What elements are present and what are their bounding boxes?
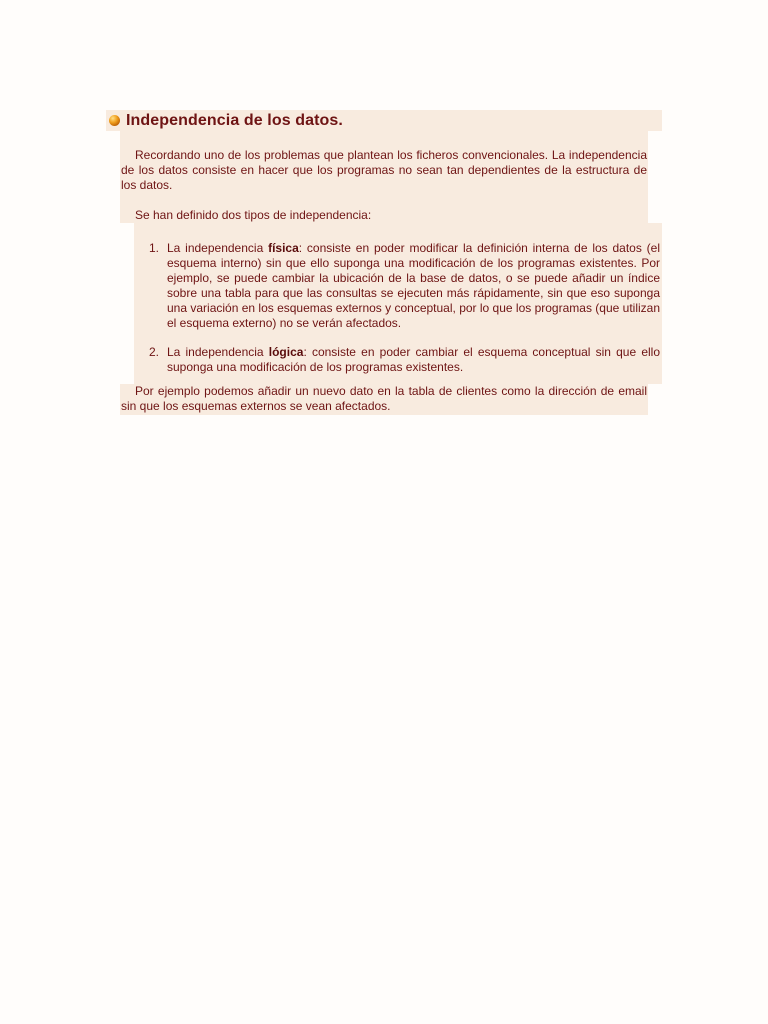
example-paragraph: Por ejemplo podemos añadir un nuevo dato en la tabla de clientes como la dirección de email sin que los esquemas externos se vean afectados. [121,384,647,413]
section-title: Independencia de los datos. [126,112,343,129]
list-item [135,345,661,375]
section-header [106,110,662,131]
intro-paragraph: Recordando uno de los problemas que plantean los ficheros convencionales. La independencia de los datos consiste en hacer que los programas no sean tan dependientes de la estructura de los datos. [121,148,647,192]
types-intro-paragraph: Se han definido dos tipos de independencia: [135,208,372,222]
orange-ball-bullet-icon [109,115,120,126]
intro-block [120,131,648,223]
list-item-description: : consiste en poder modificar la definición interna de los datos (el esquema interno) sin que ello suponga una modificación de los programas existentes. Por ejemplo, se puede cambiar la ubicación de la base de datos, o se puede añadir un índice sobre una tabla para que las consultas se ejecuten más rápidamente, sin que eso suponga una variación en los esquemas externos y conceptual, por lo que los programas (que utilizan el esquema externo) no se verán afectados. [167,241,661,330]
list-item-prefix: La independencia [167,345,269,359]
list-item-term: lógica [268,345,304,359]
types-list-block [134,223,662,384]
list-item [135,241,661,331]
list-item-prefix: La independencia [167,241,269,255]
list-item-description: : consiste en poder cambiar el esquema conceptual sin que ello suponga una modificación de los programas existentes. [167,345,661,374]
example-block [120,384,648,415]
independence-types-list [135,241,661,375]
list-item-term: física [268,241,299,255]
independence-section [106,110,662,415]
types-list-wrapper [120,223,661,384]
list-item-text [167,345,661,375]
list-item-text [167,241,661,331]
list-item-number: 2. [149,345,160,359]
list-item-number: 1. [149,241,160,255]
